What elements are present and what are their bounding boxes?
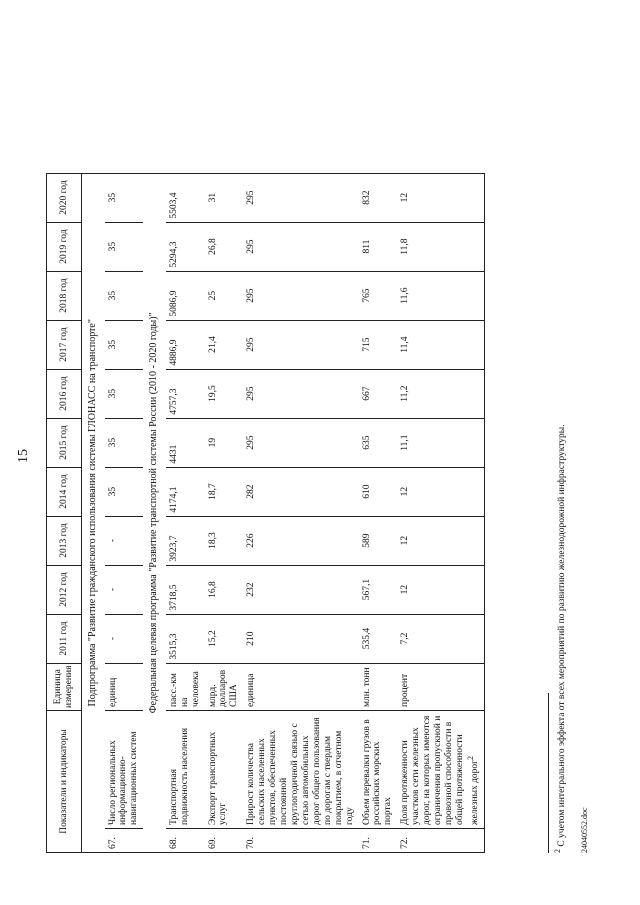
value-cell: 295 <box>243 369 358 418</box>
value-cell: 715 <box>359 320 398 369</box>
value-cell: 4757,3 <box>166 369 205 418</box>
indicators-table <box>46 173 485 853</box>
value-cell: 12 <box>397 516 484 565</box>
value-cell: 31 <box>205 173 244 222</box>
value-cell: 295 <box>243 418 358 467</box>
value-cell: 295 <box>243 173 358 222</box>
value-cell: 7,2 <box>397 614 484 663</box>
value-cell: 765 <box>359 271 398 320</box>
value-cell: 11,4 <box>397 320 484 369</box>
row-number: 67. <box>105 829 144 853</box>
value-cell: 832 <box>359 173 398 222</box>
indicator-name: Объем перевалки грузов в российских морских портах <box>359 711 398 829</box>
value-cell: 21,4 <box>205 320 244 369</box>
unit-cell: млн. тонн <box>359 663 398 710</box>
value-cell: 11,2 <box>397 369 484 418</box>
value-cell: - <box>105 565 144 614</box>
value-cell: 35 <box>105 271 144 320</box>
value-cell: 11,1 <box>397 418 484 467</box>
value-cell: 589 <box>359 516 398 565</box>
value-cell: 282 <box>243 467 358 516</box>
program-row <box>143 173 166 852</box>
header-year: 2013 год <box>47 516 82 565</box>
value-cell: - <box>105 516 144 565</box>
value-cell: 26,8 <box>205 222 244 271</box>
value-cell: 226 <box>243 516 358 565</box>
table-row <box>205 173 244 852</box>
indicator-name: Экспорт транспортных услуг <box>205 711 244 829</box>
table-row <box>105 173 144 852</box>
value-cell: 35 <box>105 467 144 516</box>
value-cell: 35 <box>105 320 144 369</box>
value-cell: 5503,4 <box>166 173 205 222</box>
header-year: 2018 год <box>47 271 82 320</box>
row-number: 68. <box>166 829 205 853</box>
header-unit: Единица измерения <box>47 663 82 710</box>
table-row <box>166 173 205 852</box>
header-year: 2012 год <box>47 565 82 614</box>
header-year: 2016 год <box>47 369 82 418</box>
indicator-name: Прирост количества сельских населенных пунктов, обеспеченных постоянной круглогодичной связью с сетью автомобильных дорог общего пользования по дорогам с твердым покрытием, в отчетном году <box>243 711 358 829</box>
header-year: 2011 год <box>47 614 82 663</box>
value-cell: 295 <box>243 271 358 320</box>
header-year: 2014 год <box>47 467 82 516</box>
header-indicator: Показатели и индикаторы <box>47 711 82 853</box>
value-cell: 232 <box>243 565 358 614</box>
value-cell: 5294,3 <box>166 222 205 271</box>
footnote-text: С учетом интегрального эффекта от всех мероприятий по развитию железнодорожной инфраструктуры. <box>557 424 568 850</box>
header-year: 2020 год <box>47 173 82 222</box>
value-cell: 295 <box>243 222 358 271</box>
footnote <box>553 425 567 854</box>
header-year: 2019 год <box>47 222 82 271</box>
subprogram-title: Подпрограмма "Развитие гражданского использования системы ГЛОНАСС на транспорте" <box>82 173 105 852</box>
footnote-number: 2 <box>553 849 562 853</box>
value-cell: 535,4 <box>359 614 398 663</box>
header-row <box>47 173 82 852</box>
value-cell: 12 <box>397 467 484 516</box>
value-cell: 295 <box>243 320 358 369</box>
footnote-divider <box>548 693 549 853</box>
program-title: Федеральная целевая программа "Развитие транспортной системы России (2010 - 2020 годы)" <box>143 173 166 852</box>
page-number: 15 <box>16 449 31 463</box>
value-cell: 19 <box>205 418 244 467</box>
value-cell: 15,2 <box>205 614 244 663</box>
value-cell: 35 <box>105 418 144 467</box>
value-cell: 667 <box>359 369 398 418</box>
value-cell: 4431 <box>166 418 205 467</box>
value-cell: 35 <box>105 173 144 222</box>
unit-cell: млрд. долларов США <box>205 663 244 710</box>
header-year: 2015 год <box>47 418 82 467</box>
value-cell: 610 <box>359 467 398 516</box>
value-cell: - <box>105 614 144 663</box>
value-cell: 35 <box>105 222 144 271</box>
unit-cell: пасс.-км на человека <box>166 663 205 710</box>
row-number: 70. <box>243 829 358 853</box>
table-row <box>397 173 484 852</box>
value-cell: 3718,5 <box>166 565 205 614</box>
document-id: 24040552.doc <box>580 807 589 853</box>
value-cell: 567,1 <box>359 565 398 614</box>
indicator-name: Транспортная подвижность населения <box>166 711 205 829</box>
value-cell: 18,7 <box>205 467 244 516</box>
unit-cell: единица <box>243 663 358 710</box>
row-number: 71. <box>359 829 398 853</box>
indicator-name <box>397 711 484 829</box>
value-cell: 35 <box>105 369 144 418</box>
row-number: 72. <box>397 829 484 853</box>
value-cell: 811 <box>359 222 398 271</box>
value-cell: 12 <box>397 173 484 222</box>
value-cell: 19,5 <box>205 369 244 418</box>
subprogram-row <box>82 173 105 852</box>
table-row <box>243 173 358 852</box>
value-cell: 4886,9 <box>166 320 205 369</box>
value-cell: 210 <box>243 614 358 663</box>
value-cell: 635 <box>359 418 398 467</box>
row-number: 69. <box>205 829 244 853</box>
value-cell: 16,8 <box>205 565 244 614</box>
value-cell: 3923,7 <box>166 516 205 565</box>
value-cell: 5086,9 <box>166 271 205 320</box>
footnote-marker: 2 <box>465 755 475 760</box>
value-cell: 11,8 <box>397 222 484 271</box>
indicator-name: Число региональных информационно-навигационных систем <box>105 711 144 829</box>
value-cell: 12 <box>397 565 484 614</box>
value-cell: 25 <box>205 271 244 320</box>
value-cell: 3515,3 <box>166 614 205 663</box>
unit-cell: процент <box>397 663 484 710</box>
table-row <box>359 173 398 852</box>
unit-cell: единиц <box>105 663 144 710</box>
indicator-name-text: Доля протяженности участков сети железных дорог, на которых имеются ограничения пропускной и провозной способности в общей протяженности железных дорог <box>400 715 480 825</box>
header-year: 2017 год <box>47 320 82 369</box>
value-cell: 11,6 <box>397 271 484 320</box>
value-cell: 18,3 <box>205 516 244 565</box>
value-cell: 4174,1 <box>166 467 205 516</box>
